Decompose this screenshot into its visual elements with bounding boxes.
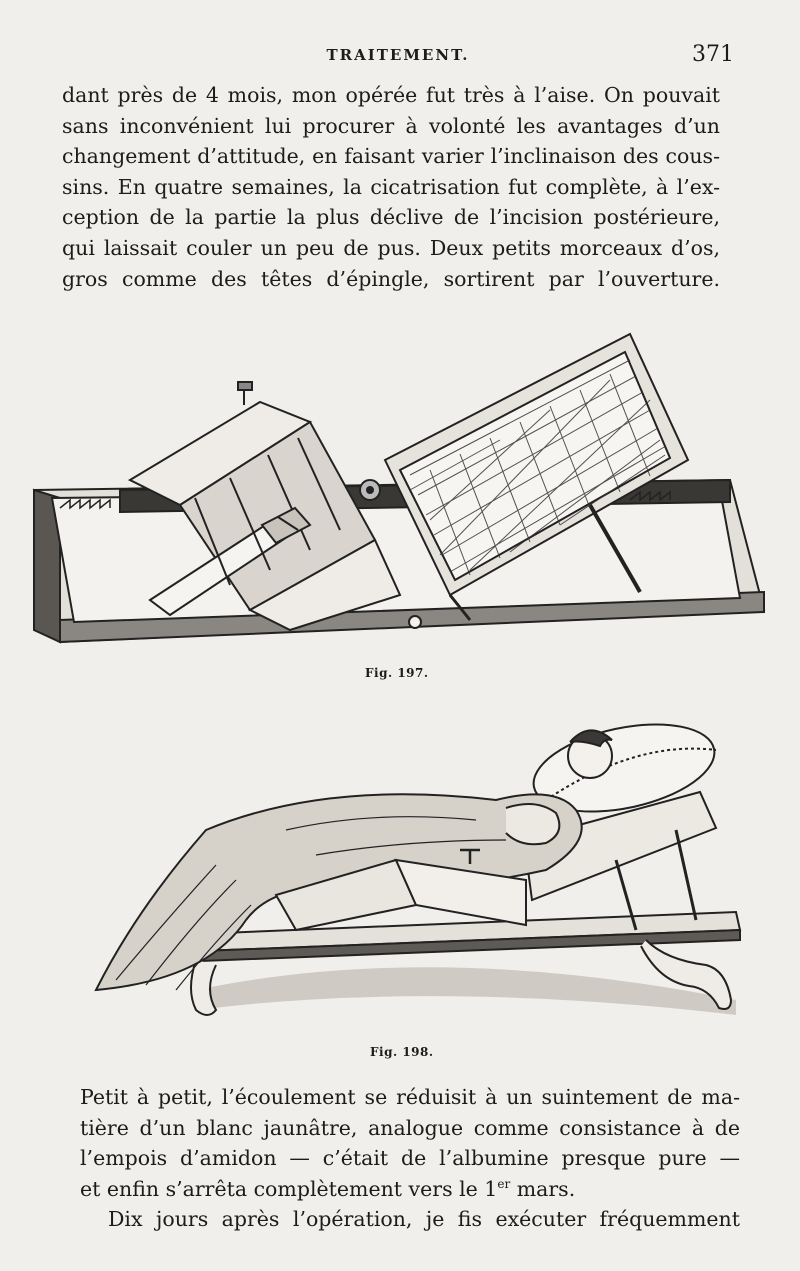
running-head: [62, 42, 734, 68]
text-line: Petit à petit, l’écoulement se réduisit à un suintement de ma-: [80, 1085, 740, 1109]
text-line: changement d’attitude, en faisant varier l’inclinaison des cous-: [62, 144, 720, 169]
figure-197-bed-frame: [30, 330, 770, 650]
page-number: 371: [692, 42, 734, 67]
text-line: [80, 1174, 740, 1205]
text-line: sans inconvénient lui procurer à volonté les avantages d’un: [62, 113, 720, 138]
text-line: dant près de 4 mois, mon opérée fut très à l’aise. On pouvait: [62, 83, 720, 107]
text-segment: et enfin s’arrêta complètement vers le 1: [80, 1176, 498, 1201]
paragraph-top: [62, 80, 720, 294]
text-line: gros comme des têtes d’épingle, sortirent par l’ouverture.: [62, 266, 720, 291]
text-line: qui laissait couler un peu de pus. Deux petits morceaux d’os,: [62, 235, 720, 260]
text-segment: mars.: [510, 1176, 576, 1201]
running-head-title: TRAITEMENT.: [326, 46, 470, 64]
text-line: sins. En quatre semaines, la cicatrisation fut complète, à l’ex-: [62, 174, 720, 199]
paragraph-bottom: [80, 1082, 740, 1204]
figure-197-caption: Fig. 197.: [365, 666, 429, 680]
text-line: l’empois d’amidon — c’était de l’albumine presque pure —: [80, 1146, 740, 1171]
figure-198-patient-on-bed: [76, 690, 748, 1035]
text-line: Dix jours après l’opération, je fis exécuter fréquemment: [108, 1207, 740, 1231]
text-line: ception de la partie la plus déclive de l’incision postérieure,: [62, 205, 720, 230]
superscript: er: [497, 1176, 511, 1191]
text-line: tière d’un blanc jaunâtre, analogue comme consistance à de: [80, 1115, 740, 1140]
figure-198-caption: Fig. 198.: [370, 1045, 434, 1059]
paragraph-last: [80, 1204, 740, 1235]
